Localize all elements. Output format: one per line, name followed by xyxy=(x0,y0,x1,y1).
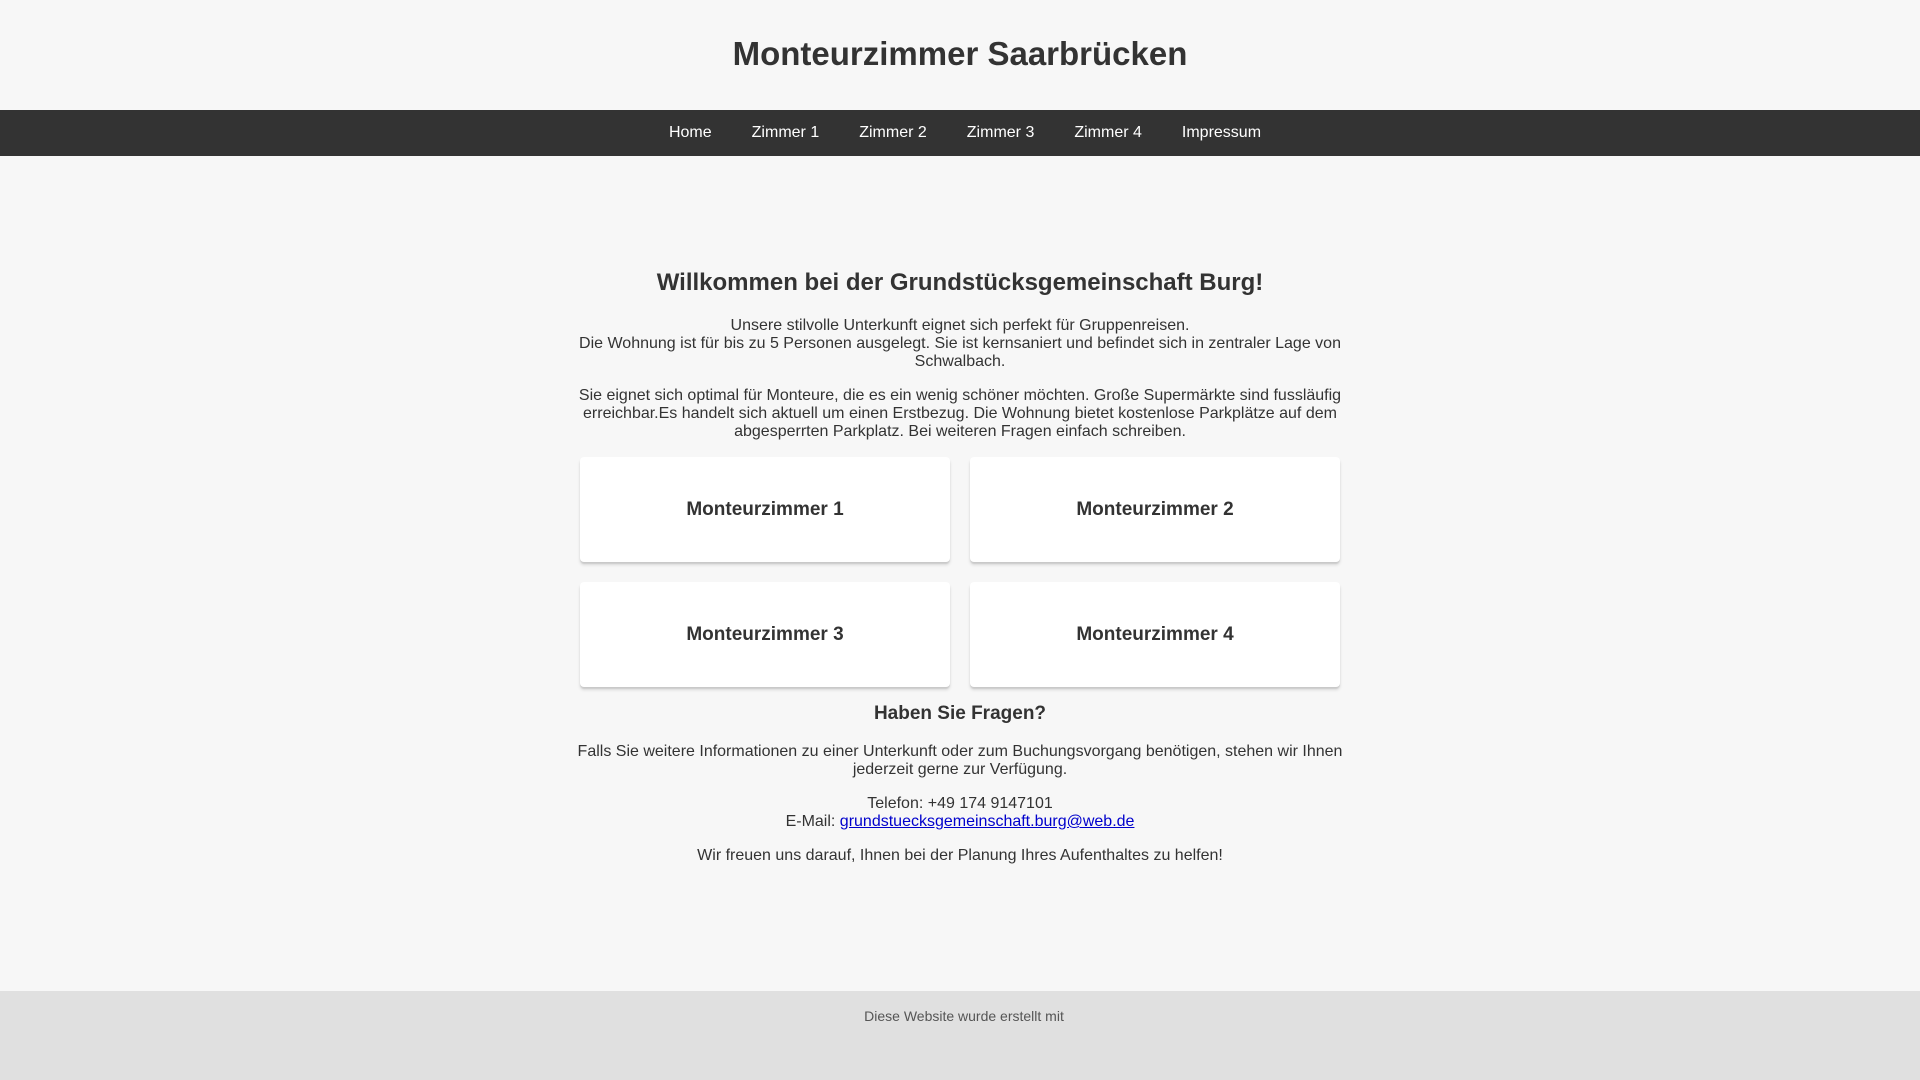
intro-paragraph-1 xyxy=(575,317,1345,371)
nav-item-zimmer-3[interactable]: Zimmer 3 xyxy=(966,124,1035,141)
room-card-4[interactable]: Monteurzimmer 4 xyxy=(970,582,1340,687)
intro-paragraph-2: Sie eignet sich optimal für Monteure, die es ein wenig schöner möchten. Große Supermärkte sind fussläufig erreichbar.Es handelt sich aktuell um einen Erstbezug. Die Wohnung bietet kostenlose Parkplätze auf dem abgesperrten Parkplatz. Bei weiteren Fragen einfach schreiben. xyxy=(578,387,1342,440)
intro-text xyxy=(575,317,1345,441)
intro-line-2: Die Wohnung ist für bis zu 5 Personen ausgelegt. Sie ist kernsaniert und befindet sich in zentraler Lage von Schwalbach. xyxy=(579,335,1341,370)
contact-section xyxy=(575,743,1345,865)
questions-heading: Haben Sie Fragen? xyxy=(873,703,1047,724)
room-card-1[interactable]: Monteurzimmer 1 xyxy=(580,457,950,562)
main-nav xyxy=(0,110,1920,156)
nav-item-zimmer-1[interactable]: Zimmer 1 xyxy=(751,124,820,141)
email-label: E-Mail: xyxy=(785,813,840,830)
phone-text: Telefon: +49 174 9147101 xyxy=(867,795,1053,812)
nav-item-impressum[interactable]: Impressum xyxy=(1181,124,1262,141)
room-card-2[interactable]: Monteurzimmer 2 xyxy=(970,457,1340,562)
site-title: Monteurzimmer Saarbrücken xyxy=(732,35,1188,72)
main-content xyxy=(575,156,1345,865)
intro-line-1: Unsere stilvolle Unterkunft eignet sich perfekt für Gruppenreisen. xyxy=(730,317,1190,334)
site-footer xyxy=(0,991,1920,1080)
nav-item-home[interactable]: Home xyxy=(668,124,712,141)
nav-list xyxy=(649,110,1281,156)
nav-item-zimmer-2[interactable]: Zimmer 2 xyxy=(859,124,927,141)
closing-text: Wir freuen uns darauf, Ihnen bei der Planung Ihres Aufenthaltes zu helfen! xyxy=(697,847,1223,864)
nav-item-zimmer-4[interactable]: Zimmer 4 xyxy=(1074,124,1142,141)
room-card-3[interactable]: Monteurzimmer 3 xyxy=(580,582,950,687)
email-link[interactable]: grundstuecksgemeinschaft.burg@web.de xyxy=(839,813,1135,830)
welcome-heading: Willkommen bei der Grundstücksgemeinschaft Burg! xyxy=(656,269,1264,296)
contact-details xyxy=(575,795,1345,831)
contact-info: Falls Sie weitere Informationen zu einer Unterkunft oder zum Buchungsvorgang benötigen, stehen wir Ihnen jederzeit gerne zur Verfügung. xyxy=(577,743,1343,778)
footer-text: Diese Website wurde erstellt mit xyxy=(864,1008,1064,1024)
room-grid xyxy=(575,457,1345,687)
site-header xyxy=(0,0,1920,110)
